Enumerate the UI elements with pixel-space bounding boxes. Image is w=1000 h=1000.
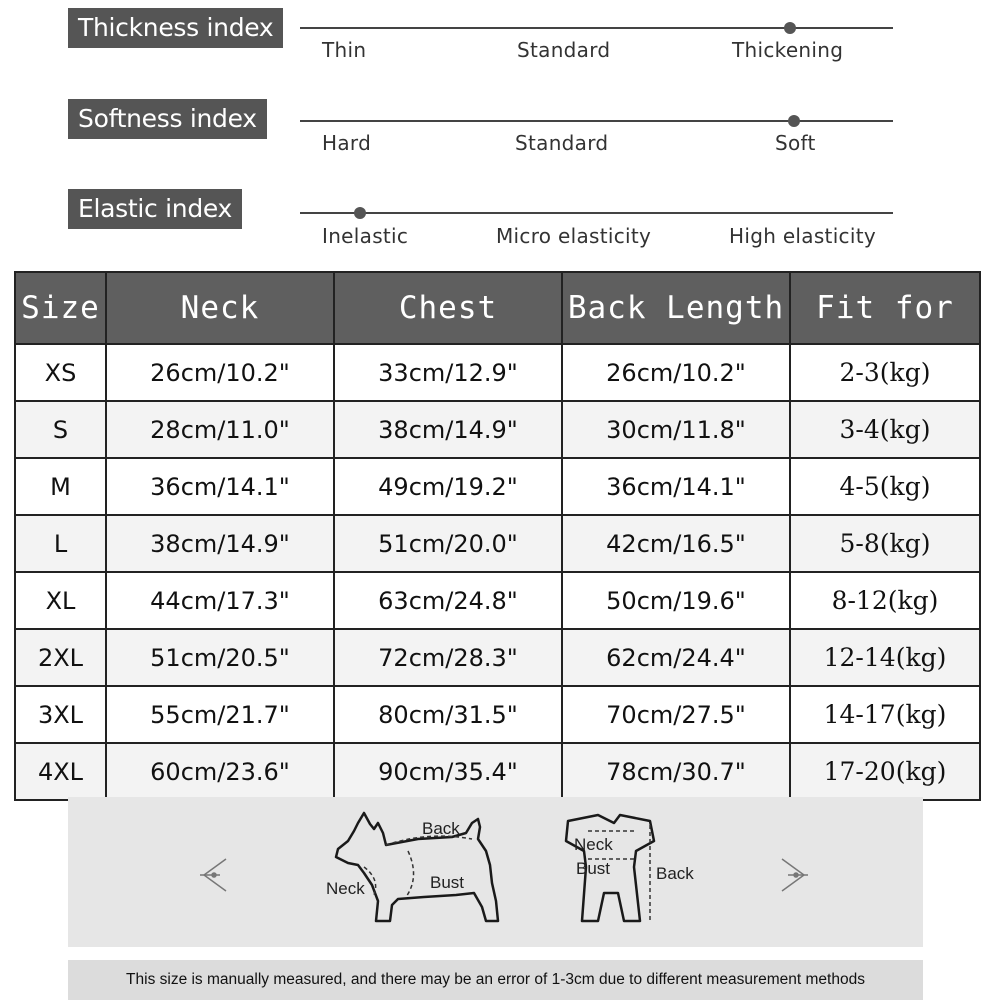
table-row — [15, 629, 980, 686]
neck-cell: 36cm/14.1" — [106, 458, 334, 515]
size-chart-table — [14, 271, 981, 801]
fit-for-cell: 14-17(kg) — [790, 686, 980, 743]
fit-for-cell: 12-14(kg) — [790, 629, 980, 686]
table-row — [15, 401, 980, 458]
thickness-indicator-dot — [784, 22, 796, 34]
table-row — [15, 515, 980, 572]
neck-cell: 28cm/11.0" — [106, 401, 334, 458]
neck-cell: 55cm/21.7" — [106, 686, 334, 743]
garment-bust-label: Bust — [576, 859, 611, 878]
size-cell: S — [15, 401, 106, 458]
softness-option: Soft — [775, 131, 816, 155]
back-length-cell: 26cm/10.2" — [562, 344, 790, 401]
back-length-cell: 30cm/11.8" — [562, 401, 790, 458]
neck-cell: 26cm/10.2" — [106, 344, 334, 401]
chest-cell: 33cm/12.9" — [334, 344, 562, 401]
neck-cell: 60cm/23.6" — [106, 743, 334, 800]
garment-neck-label: Neck — [574, 835, 613, 854]
neck-cell: 51cm/20.5" — [106, 629, 334, 686]
size-cell: 3XL — [15, 686, 106, 743]
table-row — [15, 743, 980, 800]
header-neck: Neck — [106, 272, 334, 344]
thickness-index-label: Thickness index — [68, 8, 283, 48]
back-length-cell: 42cm/16.5" — [562, 515, 790, 572]
chest-cell: 72cm/28.3" — [334, 629, 562, 686]
size-cell: L — [15, 515, 106, 572]
chest-cell: 90cm/35.4" — [334, 743, 562, 800]
elastic-option: Inelastic — [322, 224, 409, 248]
fit-for-cell: 17-20(kg) — [790, 743, 980, 800]
back-length-cell: 62cm/24.4" — [562, 629, 790, 686]
header-chest: Chest — [334, 272, 562, 344]
dog-back-label: Back — [422, 819, 460, 838]
fit-for-cell: 8-12(kg) — [790, 572, 980, 629]
thickness-option: Thin — [322, 38, 367, 62]
size-cell: 2XL — [15, 629, 106, 686]
header-back-length: Back Length — [562, 272, 790, 344]
fit-for-cell: 5-8(kg) — [790, 515, 980, 572]
dog-bust-guide — [406, 851, 414, 897]
chest-cell: 38cm/14.9" — [334, 401, 562, 458]
size-cell: M — [15, 458, 106, 515]
elastic-scale-line — [300, 212, 893, 214]
table-row — [15, 458, 980, 515]
elastic-index-label: Elastic index — [68, 189, 242, 229]
size-cell: XS — [15, 344, 106, 401]
table-header-row — [15, 272, 980, 344]
header-fit-for: Fit for — [790, 272, 980, 344]
back-length-cell: 78cm/30.7" — [562, 743, 790, 800]
garment-back-label: Back — [656, 864, 694, 883]
dog-neck-label: Neck — [326, 879, 365, 898]
dog-silhouette-icon — [336, 813, 498, 921]
back-length-cell: 70cm/27.5" — [562, 686, 790, 743]
dog-bust-label: Bust — [430, 873, 465, 892]
header-size: Size — [15, 272, 106, 344]
neck-cell: 38cm/14.9" — [106, 515, 334, 572]
softness-option: Hard — [322, 131, 372, 155]
back-length-cell: 36cm/14.1" — [562, 458, 790, 515]
elastic-option: Micro elasticity — [496, 224, 652, 248]
fit-for-cell: 2-3(kg) — [790, 344, 980, 401]
size-cell: 4XL — [15, 743, 106, 800]
elastic-indicator-dot — [354, 207, 366, 219]
measurement-diagram — [68, 797, 923, 947]
thickness-option: Standard — [517, 38, 611, 62]
softness-indicator-dot — [788, 115, 800, 127]
table-row — [15, 686, 980, 743]
back-length-cell: 50cm/19.6" — [562, 572, 790, 629]
table-row — [15, 572, 980, 629]
fit-for-cell: 3-4(kg) — [790, 401, 980, 458]
measurement-note: This size is manually measured, and there may be an error of 1-3cm due to different measurement methods — [68, 960, 923, 1000]
chest-cell: 51cm/20.0" — [334, 515, 562, 572]
softness-option: Standard — [515, 131, 609, 155]
neck-cell: 44cm/17.3" — [106, 572, 334, 629]
softness-scale-line — [300, 120, 893, 122]
chest-cell: 49cm/19.2" — [334, 458, 562, 515]
thickness-scale-line — [300, 27, 893, 29]
fit-for-cell: 4-5(kg) — [790, 458, 980, 515]
chevron-left-icon[interactable] — [200, 859, 226, 891]
chevron-right-icon[interactable] — [782, 859, 808, 891]
table-row — [15, 344, 980, 401]
chest-cell: 80cm/31.5" — [334, 686, 562, 743]
elastic-option: High elasticity — [729, 224, 876, 248]
chest-cell: 63cm/24.8" — [334, 572, 562, 629]
thickness-option: Thickening — [732, 38, 844, 62]
size-cell: XL — [15, 572, 106, 629]
softness-index-label: Softness index — [68, 99, 267, 139]
